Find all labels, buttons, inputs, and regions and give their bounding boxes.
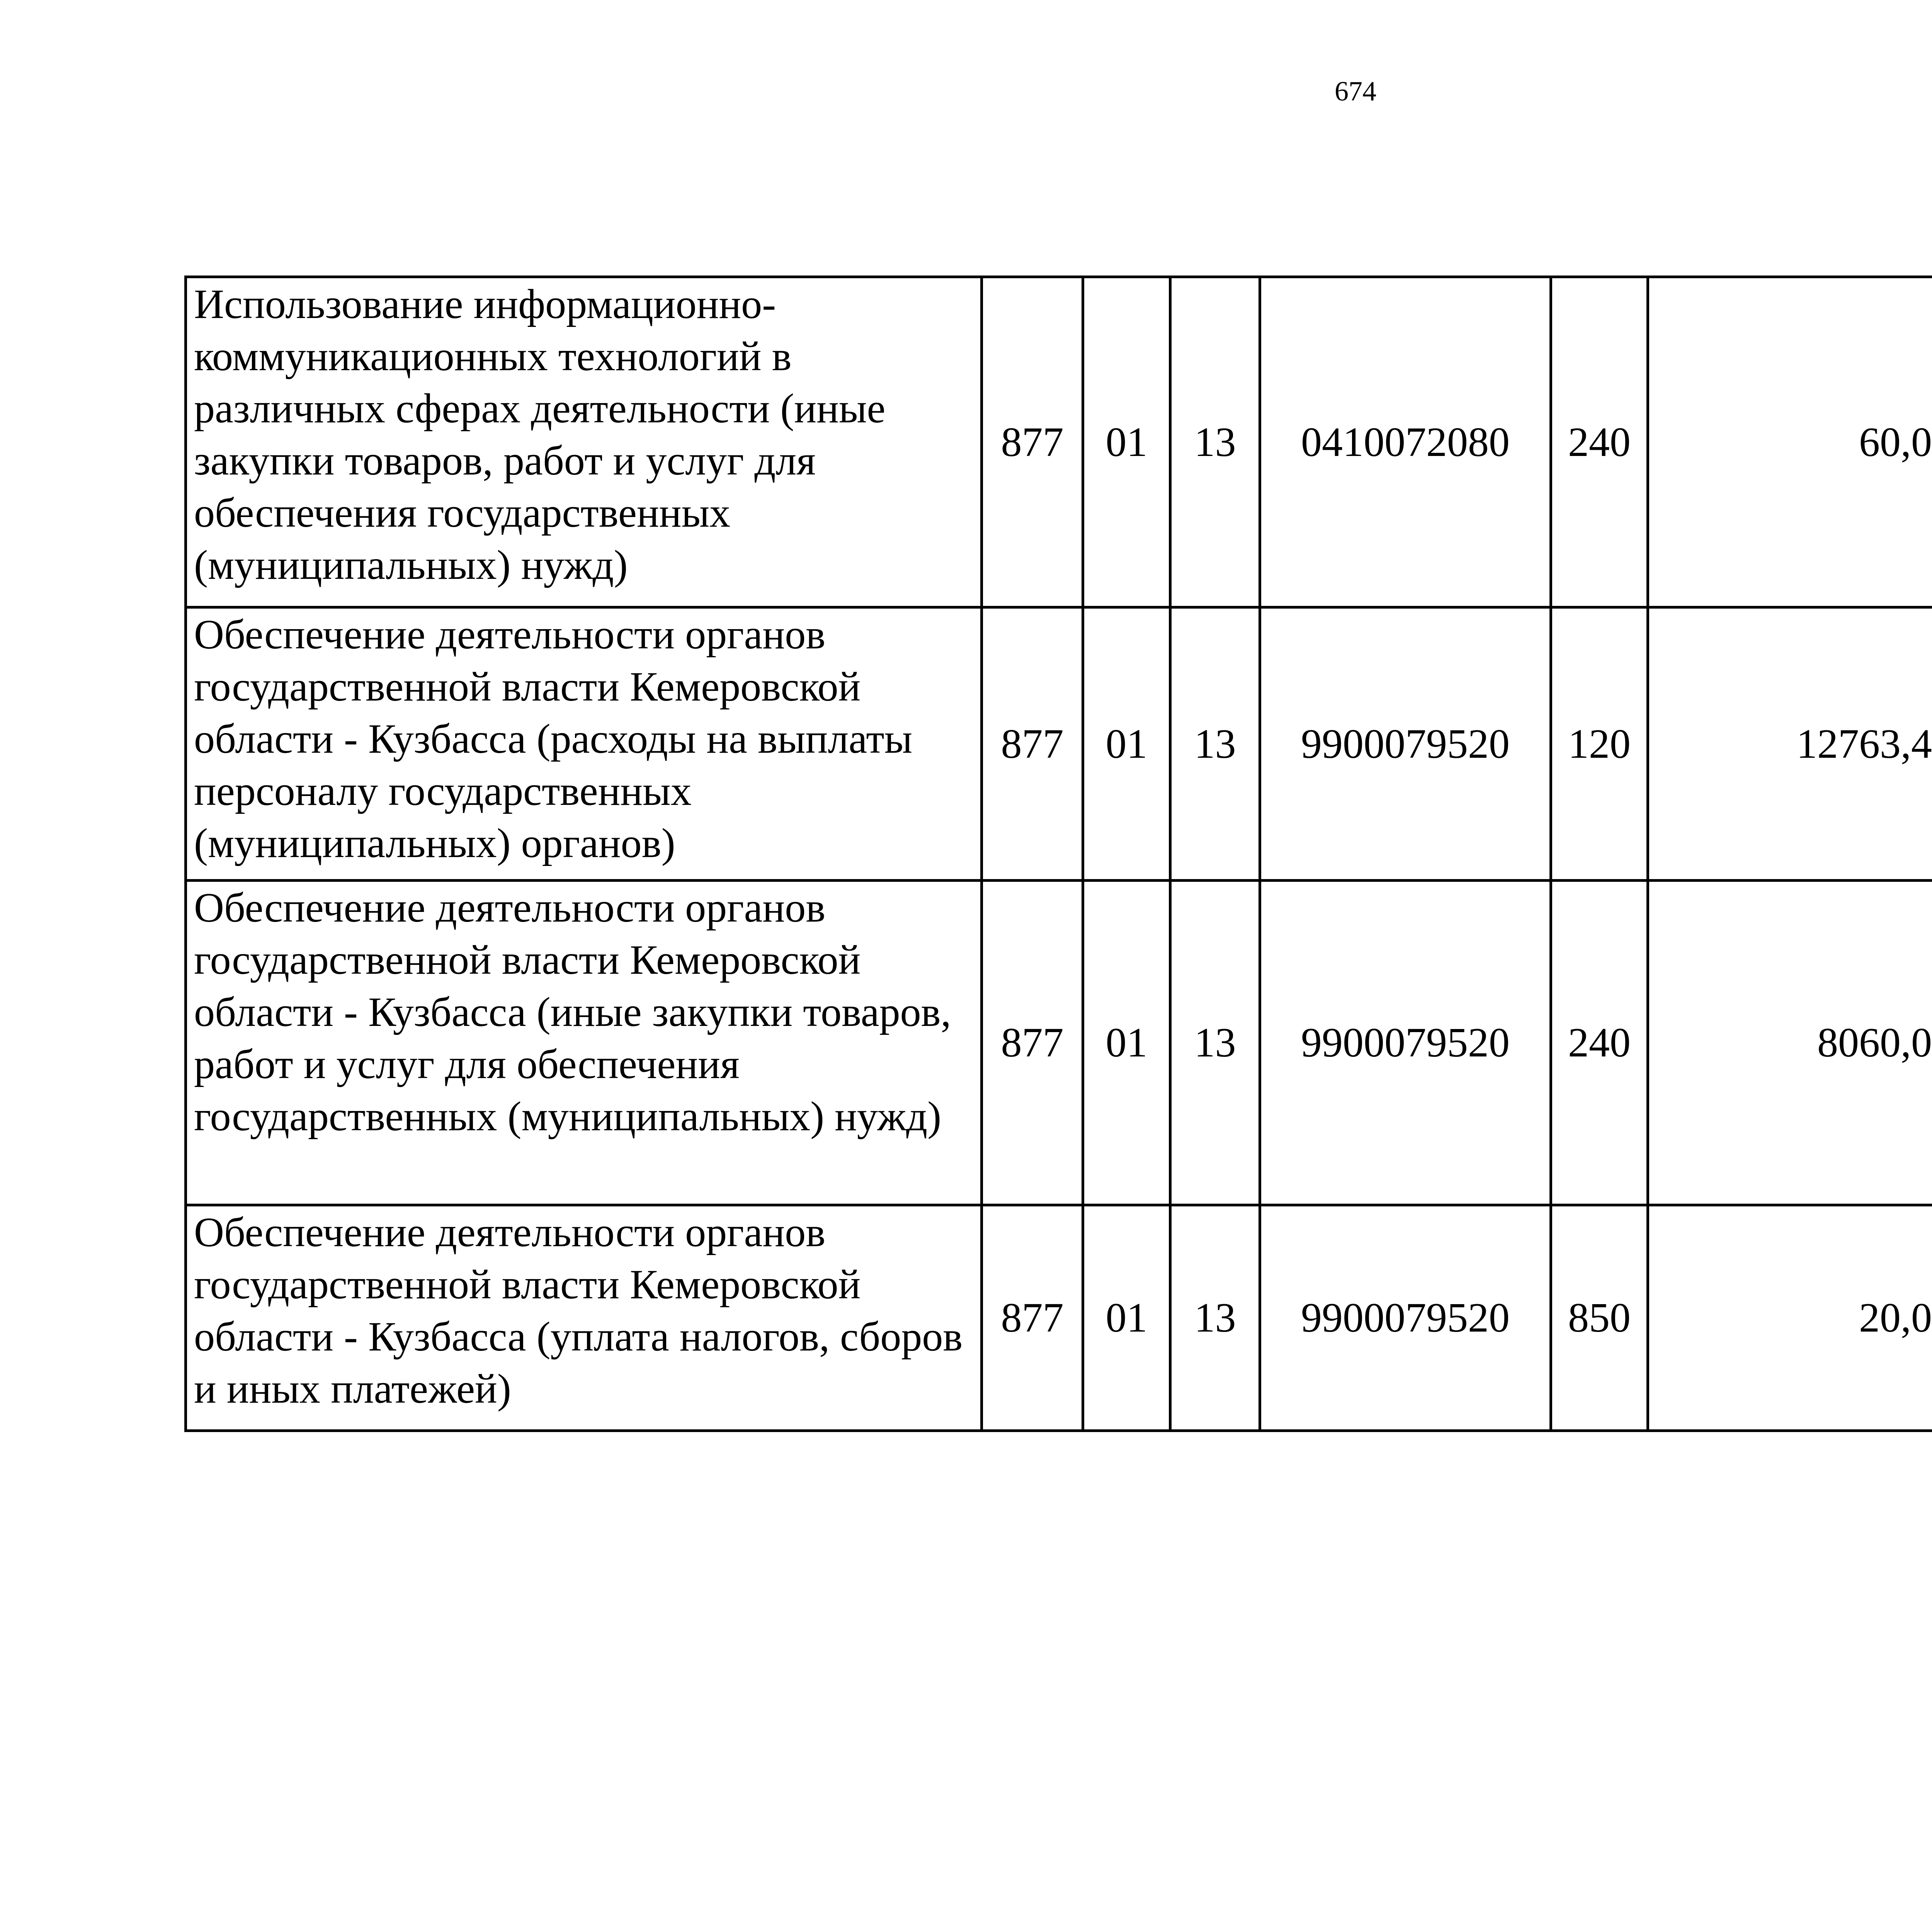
description-line: работ и услуг для обеспечения (194, 1041, 740, 1087)
description-line: различных сферах деятельности (иные (194, 386, 886, 432)
table-row (186, 881, 1932, 1205)
description-cell (186, 881, 982, 1205)
description-cell (186, 277, 982, 607)
ministry-code-cell: 877 (982, 1205, 1083, 1431)
description-line: персоналу государственных (194, 768, 692, 814)
expense-type-cell: 240 (1551, 277, 1648, 607)
description-line: закупки товаров, работ и услуг для (194, 438, 816, 484)
ministry-code-cell: 877 (982, 277, 1083, 607)
expense-type-cell: 850 (1551, 1205, 1648, 1431)
description-line: Использование информационно- (194, 281, 776, 327)
section-cell: 01 (1083, 607, 1170, 881)
subsection-cell: 13 (1170, 277, 1260, 607)
description-line: области - Кузбасса (иные закупки товаров, (194, 989, 951, 1035)
description-line: государственной власти Кемеровской (194, 937, 861, 983)
description-line: государственной власти Кемеровской (194, 664, 861, 710)
description-line: Обеспечение деятельности органов (194, 885, 826, 931)
page-number: 674 (1335, 76, 1376, 107)
description-line: и иных платежей) (194, 1366, 511, 1412)
expense-type-cell: 120 (1551, 607, 1648, 881)
section-cell: 01 (1083, 277, 1170, 607)
description-line: области - Кузбасса (расходы на выплаты (194, 716, 913, 762)
table-row (186, 1205, 1932, 1431)
section-cell: 01 (1083, 1205, 1170, 1431)
description-line: (муниципальных) органов) (194, 820, 675, 866)
description-line: Обеспечение деятельности органов (194, 1209, 826, 1255)
subsection-cell: 13 (1170, 881, 1260, 1205)
section-cell: 01 (1083, 881, 1170, 1205)
amount-1-cell: 20,0 (1648, 1205, 1932, 1431)
description-line: (муниципальных) нужд) (194, 542, 628, 588)
description-line: государственных (муниципальных) нужд) (194, 1094, 942, 1140)
ministry-code-cell: 877 (982, 607, 1083, 881)
description-cell (186, 1205, 982, 1431)
ministry-code-cell: 877 (982, 881, 1083, 1205)
target-item-cell: 9900079520 (1260, 881, 1551, 1205)
description-line: государственной власти Кемеровской (194, 1262, 861, 1308)
description-line: коммуникационных технологий в (194, 333, 792, 379)
description-line: Обеспечение деятельности органов (194, 612, 826, 658)
amount-1-cell: 60,0 (1648, 277, 1932, 607)
target-item-cell: 9900079520 (1260, 1205, 1551, 1431)
description-line: обеспечения государственных (194, 490, 731, 536)
description-cell (186, 607, 982, 881)
table-row (186, 277, 1932, 607)
subsection-cell: 13 (1170, 1205, 1260, 1431)
amount-1-cell: 8060,0 (1648, 881, 1932, 1205)
table-row (186, 607, 1932, 881)
description-line: области - Кузбасса (уплата налогов, сборов (194, 1314, 963, 1360)
target-item-cell: 9900079520 (1260, 607, 1551, 881)
target-item-cell: 0410072080 (1260, 277, 1551, 607)
budget-table (184, 276, 1932, 1432)
amount-1-cell: 12763,4 (1648, 607, 1932, 881)
expense-type-cell: 240 (1551, 881, 1648, 1205)
subsection-cell: 13 (1170, 607, 1260, 881)
